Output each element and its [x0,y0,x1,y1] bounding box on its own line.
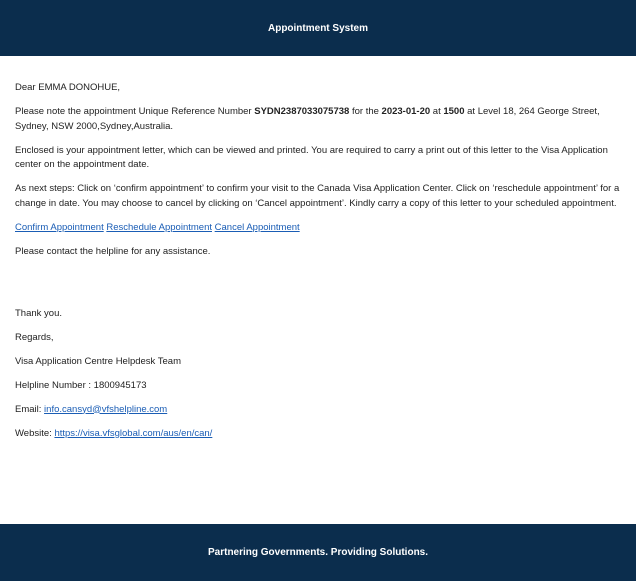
helpline-label: Helpline Number : [15,379,94,391]
reference-number: SYDN2387033075738 [254,106,350,117]
helpline-note: Please contact the helpline for any assistance. [15,245,211,257]
cancel-appointment-link[interactable]: Cancel Appointment [214,221,300,233]
thanks-text: Thank you. [15,307,62,319]
appointment-date: 2023-01-20 [381,106,431,117]
header-title: Appointment System [267,22,368,34]
reference-text-2: for the [349,106,382,117]
action-links [15,221,621,236]
reference-text-4: at Level 18, 264 George Street, Sydney, NSW 2000,Sydney,Australia. [15,106,600,132]
website-label: Website: [15,427,55,439]
reschedule-appointment-link[interactable]: Reschedule Appointment [106,221,212,233]
reference-text-3: at [430,106,444,117]
greeting: Dear EMMA DONOHUE, [15,82,121,93]
email-body [15,81,621,441]
regards-text: Regards, [15,331,54,343]
confirm-appointment-link[interactable]: Confirm Appointment [15,221,104,233]
reference-text-1: Please note the appointment Unique Reference Number [15,106,255,117]
team-name: Visa Application Centre Helpdesk Team [15,355,181,367]
next-steps-paragraph: As next steps: Click on ‘confirm appointment’ to confirm your visit to the Canada Visa Application Center. Click on ‘reschedule appointment’ for a change in date. You may choose to cancel by clicking on ‘Cancel appointment’. Kindly carry a copy of this letter to your scheduled appointment. [15,183,620,209]
enclosed-paragraph: Enclosed is your appointment letter, which can be viewed and printed. You are required to carry a print out of this letter to the Visa Application center on the appointment date. [15,144,608,170]
helpline-number-line [15,379,621,394]
email-line [15,403,621,418]
helpline-number: 1800945173 [93,379,147,391]
app-header [0,0,636,56]
email-link[interactable]: info.cansyd@vfshelpline.com [44,403,168,415]
footer-tagline: Partnering Governments. Providing Solutions. [207,547,429,558]
email-label: Email: [15,403,45,415]
appointment-time: 1500 [443,106,465,117]
website-link[interactable]: https://visa.vfsglobal.com/aus/en/can/ [54,427,213,439]
reference-paragraph [15,105,621,134]
website-line [15,427,621,442]
app-footer [0,524,636,581]
